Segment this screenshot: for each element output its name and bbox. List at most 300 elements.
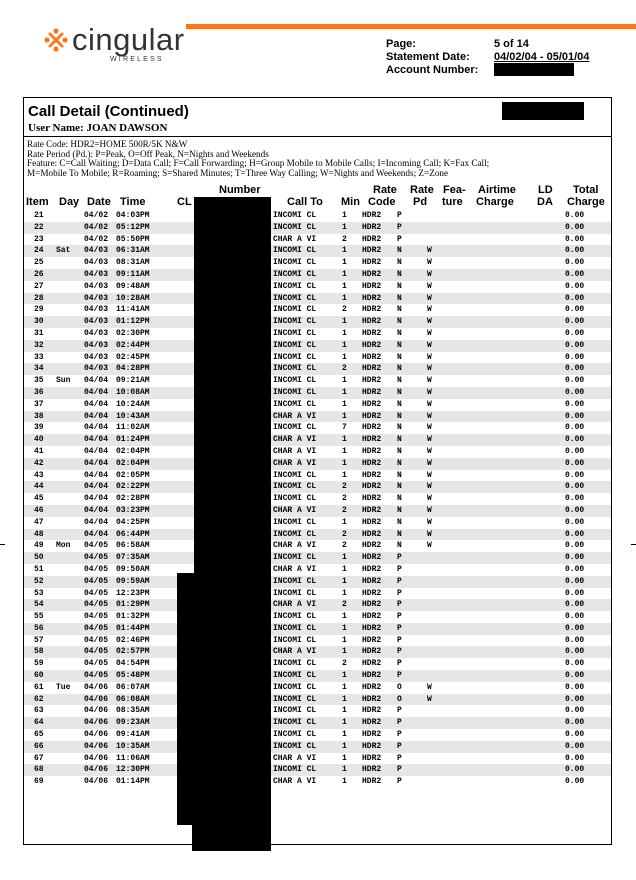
cell-date: 04/05 xyxy=(84,671,109,681)
cell-rate: HDR2 xyxy=(362,364,382,374)
cell-time: 10:43AM xyxy=(116,411,150,421)
cell-date: 04/06 xyxy=(84,694,109,704)
cell-pd: N xyxy=(397,482,402,492)
cell-rate: HDR2 xyxy=(362,411,382,421)
cell-item: 29 xyxy=(34,305,44,315)
table-row xyxy=(24,764,611,776)
cell-pd: P xyxy=(397,564,402,574)
cell-pd: P xyxy=(397,647,402,657)
cell-callto: INCOMI CL xyxy=(273,246,317,256)
cell-min: 1 xyxy=(342,576,347,586)
cell-time: 02:28PM xyxy=(116,494,150,504)
cell-feat: W xyxy=(427,376,432,386)
cell-pd: N xyxy=(397,293,402,303)
cell-callto: INCOMI CL xyxy=(273,387,317,397)
cell-rate: HDR2 xyxy=(362,494,382,504)
cell-callto: CHAR A VI xyxy=(273,446,317,456)
cell-callto: CHAR A VI xyxy=(273,411,317,421)
cell-date: 04/04 xyxy=(84,529,109,539)
table-row xyxy=(24,210,611,222)
cell-item: 31 xyxy=(34,328,44,338)
cell-item: 41 xyxy=(34,446,44,456)
cell-date: 04/03 xyxy=(84,352,109,362)
cell-pd: N xyxy=(397,529,402,539)
cell-date: 04/03 xyxy=(84,305,109,315)
cell-date: 04/03 xyxy=(84,317,109,327)
table-row xyxy=(24,705,611,717)
cell-feat: W xyxy=(427,541,432,551)
table-row xyxy=(24,257,611,269)
cell-callto: CHAR A VI xyxy=(273,564,317,574)
cell-min: 7 xyxy=(342,423,347,433)
brand-name: cingular xyxy=(72,22,185,57)
cell-time: 01:32PM xyxy=(116,612,150,622)
cell-day: Sun xyxy=(56,376,71,386)
table-row xyxy=(24,529,611,541)
cell-item: 61 xyxy=(34,682,44,692)
table-row xyxy=(24,245,611,257)
cell-callto: INCOMI CL xyxy=(273,222,317,232)
cell-total: 0.00 xyxy=(565,376,585,386)
cell-time: 02:57PM xyxy=(116,647,150,657)
cell-min: 1 xyxy=(342,387,347,397)
cell-min: 1 xyxy=(342,446,347,456)
cell-feat: W xyxy=(427,435,432,445)
cell-date: 04/05 xyxy=(84,600,109,610)
cell-feat: W xyxy=(427,529,432,539)
table-row xyxy=(24,411,611,423)
cell-pd: N xyxy=(397,411,402,421)
cell-time: 06:08AM xyxy=(116,694,150,704)
cell-date: 04/03 xyxy=(84,293,109,303)
cell-min: 1 xyxy=(342,222,347,232)
table-row xyxy=(24,340,611,352)
cell-item: 48 xyxy=(34,529,44,539)
cell-feat: W xyxy=(427,505,432,515)
cell-callto: CHAR A VI xyxy=(273,753,317,763)
cell-rate: HDR2 xyxy=(362,718,382,728)
cell-min: 1 xyxy=(342,246,347,256)
cell-time: 01:24PM xyxy=(116,435,150,445)
cell-total: 0.00 xyxy=(565,588,585,598)
table-row xyxy=(24,623,611,635)
cell-callto: INCOMI CL xyxy=(273,340,317,350)
cell-callto: INCOMI CL xyxy=(273,741,317,751)
col-feature: ture xyxy=(442,196,463,208)
cell-callto: INCOMI CL xyxy=(273,399,317,409)
table-row xyxy=(24,422,611,434)
cell-rate: HDR2 xyxy=(362,529,382,539)
cell-pd: P xyxy=(397,635,402,645)
cell-pd: P xyxy=(397,612,402,622)
cell-date: 04/04 xyxy=(84,470,109,480)
cell-time: 12:23PM xyxy=(116,588,150,598)
cell-rate: HDR2 xyxy=(362,446,382,456)
table-row xyxy=(24,611,611,623)
cell-min: 1 xyxy=(342,211,347,220)
cell-total: 0.00 xyxy=(565,482,585,492)
cell-item: 46 xyxy=(34,505,44,515)
cell-rate: HDR2 xyxy=(362,505,382,515)
cell-total: 0.00 xyxy=(565,517,585,527)
statement-date-label: Statement Date: xyxy=(386,51,470,63)
cell-item: 68 xyxy=(34,765,44,775)
cell-callto: INCOMI CL xyxy=(273,682,317,692)
cell-date: 04/04 xyxy=(84,399,109,409)
cell-callto: INCOMI CL xyxy=(273,576,317,586)
cell-pd: P xyxy=(397,234,402,244)
account-number-redaction xyxy=(494,63,574,76)
cell-callto: INCOMI CL xyxy=(273,718,317,728)
cell-time: 09:48AM xyxy=(116,281,150,291)
cell-min: 2 xyxy=(342,505,347,515)
cell-total: 0.00 xyxy=(565,600,585,610)
table-row xyxy=(24,576,611,588)
legend-line: Rate Period (Pd.): P=Peak, O=Off Peak, N=Nights and Weekends xyxy=(27,148,269,159)
cell-total: 0.00 xyxy=(565,269,585,279)
cell-min: 1 xyxy=(342,411,347,421)
cell-date: 04/05 xyxy=(84,612,109,622)
table-row xyxy=(24,741,611,753)
col-rate-pd-top: Rate xyxy=(410,184,434,196)
cell-date: 04/03 xyxy=(84,328,109,338)
cell-item: 25 xyxy=(34,258,44,268)
cell-item: 28 xyxy=(34,293,44,303)
cell-item: 26 xyxy=(34,269,44,279)
cell-item: 22 xyxy=(34,222,44,232)
cell-feat: W xyxy=(427,399,432,409)
cell-callto: INCOMI CL xyxy=(273,517,317,527)
cell-time: 11:02AM xyxy=(116,423,150,433)
cell-callto: INCOMI CL xyxy=(273,612,317,622)
cell-callto: INCOMI CL xyxy=(273,305,317,315)
cell-time: 11:06AM xyxy=(116,753,150,763)
cell-pd: N xyxy=(397,364,402,374)
cell-callto: INCOMI CL xyxy=(273,730,317,740)
cell-total: 0.00 xyxy=(565,730,585,740)
cell-date: 04/04 xyxy=(84,482,109,492)
col-min: Min xyxy=(341,196,360,208)
cell-time: 04:25PM xyxy=(116,517,150,527)
cell-feat: W xyxy=(427,458,432,468)
col-ld-top: LD xyxy=(538,184,553,196)
cell-callto: INCOMI CL xyxy=(273,258,317,268)
table-row xyxy=(24,470,611,482)
cell-item: 57 xyxy=(34,635,44,645)
cell-date: 04/04 xyxy=(84,376,109,386)
cell-min: 1 xyxy=(342,612,347,622)
table-row xyxy=(24,304,611,316)
cell-min: 1 xyxy=(342,765,347,775)
table-row xyxy=(24,234,611,246)
cell-pd: O xyxy=(397,694,402,704)
cell-pd: N xyxy=(397,317,402,327)
cell-pd: N xyxy=(397,446,402,456)
cell-date: 04/02 xyxy=(84,222,109,232)
cell-date: 04/03 xyxy=(84,364,109,374)
cell-pd: N xyxy=(397,435,402,445)
table-row xyxy=(24,328,611,340)
cell-total: 0.00 xyxy=(565,541,585,551)
cell-min: 1 xyxy=(342,399,347,409)
cell-rate: HDR2 xyxy=(362,340,382,350)
cell-item: 49 xyxy=(34,541,44,551)
cell-date: 04/04 xyxy=(84,423,109,433)
cell-callto: INCOMI CL xyxy=(273,671,317,681)
margin-tick xyxy=(0,544,5,545)
cell-date: 04/03 xyxy=(84,246,109,256)
cell-day: Mon xyxy=(56,541,71,551)
cell-feat: W xyxy=(427,364,432,374)
cell-rate: HDR2 xyxy=(362,623,382,633)
cell-callto: INCOMI CL xyxy=(273,623,317,633)
cell-item: 30 xyxy=(34,317,44,327)
col-rate-pd: Pd xyxy=(413,196,428,208)
cell-time: 02:04PM xyxy=(116,458,150,468)
col-feature-top: Fea- xyxy=(443,184,466,196)
cell-total: 0.00 xyxy=(565,470,585,480)
cell-callto: CHAR A VI xyxy=(273,505,317,515)
cell-item: 62 xyxy=(34,694,44,704)
cell-total: 0.00 xyxy=(565,635,585,645)
cell-feat: W xyxy=(427,317,432,327)
cell-min: 1 xyxy=(342,269,347,279)
table-row xyxy=(24,670,611,682)
cell-time: 11:41AM xyxy=(116,305,150,315)
cell-min: 1 xyxy=(342,553,347,563)
cell-callto: INCOMI CL xyxy=(273,470,317,480)
cell-date: 04/04 xyxy=(84,517,109,527)
cell-total: 0.00 xyxy=(565,612,585,622)
cell-total: 0.00 xyxy=(565,246,585,256)
cell-total: 0.00 xyxy=(565,505,585,515)
col-total: Charge xyxy=(567,196,605,208)
account-number-label: Account Number: xyxy=(386,64,479,76)
cell-pd: P xyxy=(397,718,402,728)
cell-pd: P xyxy=(397,671,402,681)
cell-item: 51 xyxy=(34,564,44,574)
cell-min: 1 xyxy=(342,635,347,645)
cell-rate: HDR2 xyxy=(362,730,382,740)
cell-feat: W xyxy=(427,682,432,692)
cell-total: 0.00 xyxy=(565,293,585,303)
cell-min: 2 xyxy=(342,529,347,539)
cell-item: 27 xyxy=(34,281,44,291)
cell-min: 1 xyxy=(342,517,347,527)
cell-min: 1 xyxy=(342,458,347,468)
cell-min: 1 xyxy=(342,376,347,386)
col-airtime-top: Airtime xyxy=(478,184,516,196)
cell-rate: HDR2 xyxy=(362,635,382,645)
cell-pd: N xyxy=(397,246,402,256)
number-column-redaction xyxy=(194,197,271,573)
cell-time: 06:58AM xyxy=(116,541,150,551)
section-title: Call Detail (Continued) xyxy=(28,103,189,120)
cell-pd: P xyxy=(397,659,402,669)
table-row xyxy=(24,387,611,399)
cell-rate: HDR2 xyxy=(362,281,382,291)
cell-time: 10:24AM xyxy=(116,399,150,409)
cell-time: 01:12PM xyxy=(116,317,150,327)
cell-callto: INCOMI CL xyxy=(273,293,317,303)
cell-callto: INCOMI CL xyxy=(273,211,317,220)
table-row xyxy=(24,564,611,576)
cell-callto: INCOMI CL xyxy=(273,376,317,386)
cell-feat: W xyxy=(427,470,432,480)
cell-time: 06:07AM xyxy=(116,682,150,692)
col-rate-code-top: Rate xyxy=(373,184,397,196)
cell-pd: P xyxy=(397,741,402,751)
cell-feat: W xyxy=(427,340,432,350)
cell-rate: HDR2 xyxy=(362,376,382,386)
cell-feat: W xyxy=(427,352,432,362)
cell-total: 0.00 xyxy=(565,576,585,586)
cell-time: 02:05PM xyxy=(116,470,150,480)
cell-time: 05:12PM xyxy=(116,222,150,232)
table-row xyxy=(24,717,611,729)
cell-date: 04/05 xyxy=(84,564,109,574)
cell-item: 36 xyxy=(34,387,44,397)
cell-pd: P xyxy=(397,222,402,232)
cell-time: 01:29PM xyxy=(116,600,150,610)
cell-min: 2 xyxy=(342,482,347,492)
cell-rate: HDR2 xyxy=(362,258,382,268)
cell-date: 04/04 xyxy=(84,435,109,445)
cell-total: 0.00 xyxy=(565,258,585,268)
cell-callto: INCOMI CL xyxy=(273,317,317,327)
cell-date: 04/04 xyxy=(84,387,109,397)
cell-pd: P xyxy=(397,588,402,598)
cell-item: 24 xyxy=(34,246,44,256)
cell-callto: CHAR A VI xyxy=(273,541,317,551)
cingular-x-icon xyxy=(44,28,68,52)
col-date: Date xyxy=(87,196,111,208)
cell-rate: HDR2 xyxy=(362,753,382,763)
cell-rate: HDR2 xyxy=(362,328,382,338)
cell-rate: HDR2 xyxy=(362,234,382,244)
cell-item: 42 xyxy=(34,458,44,468)
cell-pd: N xyxy=(397,328,402,338)
cell-rate: HDR2 xyxy=(362,435,382,445)
cell-callto: CHAR A VI xyxy=(273,777,317,787)
cell-callto: INCOMI CL xyxy=(273,635,317,645)
cell-item: 58 xyxy=(34,647,44,657)
cell-date: 04/05 xyxy=(84,576,109,586)
cell-date: 04/05 xyxy=(84,623,109,633)
cell-min: 1 xyxy=(342,694,347,704)
header-redaction xyxy=(502,102,584,120)
cell-rate: HDR2 xyxy=(362,317,382,327)
cell-rate: HDR2 xyxy=(362,222,382,232)
user-name: User Name: JOAN DAWSON xyxy=(28,122,168,134)
cell-pd: O xyxy=(397,682,402,692)
cell-total: 0.00 xyxy=(565,435,585,445)
cell-total: 0.00 xyxy=(565,234,585,244)
cell-total: 0.00 xyxy=(565,529,585,539)
cell-callto: CHAR A VI xyxy=(273,647,317,657)
cell-time: 09:23AM xyxy=(116,718,150,728)
cell-feat: W xyxy=(427,694,432,704)
legend xyxy=(27,140,489,178)
cell-item: 66 xyxy=(34,741,44,751)
col-number: Number xyxy=(219,184,261,196)
cell-total: 0.00 xyxy=(565,706,585,716)
cell-rate: HDR2 xyxy=(362,671,382,681)
cell-pd: N xyxy=(397,258,402,268)
cell-total: 0.00 xyxy=(565,411,585,421)
cell-item: 59 xyxy=(34,659,44,669)
table-row xyxy=(24,458,611,470)
cell-rate: HDR2 xyxy=(362,600,382,610)
table-row xyxy=(24,682,611,694)
cell-min: 1 xyxy=(342,293,347,303)
cell-callto: CHAR A VI xyxy=(273,600,317,610)
cell-total: 0.00 xyxy=(565,328,585,338)
cell-pd: N xyxy=(397,458,402,468)
cell-date: 04/06 xyxy=(84,741,109,751)
cell-rate: HDR2 xyxy=(362,293,382,303)
cell-pd: N xyxy=(397,399,402,409)
cell-total: 0.00 xyxy=(565,211,585,220)
cell-item: 33 xyxy=(34,352,44,362)
cell-rate: HDR2 xyxy=(362,246,382,256)
cell-date: 04/06 xyxy=(84,753,109,763)
cell-min: 1 xyxy=(342,718,347,728)
cell-date: 04/02 xyxy=(84,211,109,220)
cell-pd: P xyxy=(397,777,402,787)
cell-total: 0.00 xyxy=(565,281,585,291)
cell-date: 04/05 xyxy=(84,659,109,669)
cell-date: 04/04 xyxy=(84,458,109,468)
cell-min: 1 xyxy=(342,470,347,480)
col-rate-code: Code xyxy=(368,196,396,208)
cell-item: 21 xyxy=(34,211,44,220)
cell-total: 0.00 xyxy=(565,564,585,574)
cell-min: 1 xyxy=(342,741,347,751)
cell-pd: P xyxy=(397,211,402,220)
cell-date: 04/05 xyxy=(84,588,109,598)
cell-min: 2 xyxy=(342,600,347,610)
cell-time: 10:35AM xyxy=(116,741,150,751)
cell-time: 07:35AM xyxy=(116,553,150,563)
cell-pd: N xyxy=(397,340,402,350)
cell-min: 2 xyxy=(342,364,347,374)
cell-pd: P xyxy=(397,706,402,716)
cell-pd: N xyxy=(397,376,402,386)
cell-min: 1 xyxy=(342,352,347,362)
cell-feat: W xyxy=(427,269,432,279)
table-row xyxy=(24,599,611,611)
cell-item: 45 xyxy=(34,494,44,504)
cell-min: 1 xyxy=(342,588,347,598)
cell-item: 55 xyxy=(34,612,44,622)
table-row xyxy=(24,776,611,788)
cell-feat: W xyxy=(427,246,432,256)
cell-time: 12:30PM xyxy=(116,765,150,775)
cell-min: 2 xyxy=(342,541,347,551)
cell-rate: HDR2 xyxy=(362,423,382,433)
cell-feat: W xyxy=(427,446,432,456)
table-row xyxy=(24,269,611,281)
cell-callto: INCOMI CL xyxy=(273,269,317,279)
col-airtime: Charge xyxy=(476,196,514,208)
cell-callto: INCOMI CL xyxy=(273,423,317,433)
cell-min: 1 xyxy=(342,706,347,716)
divider xyxy=(24,136,611,137)
cell-time: 10:08AM xyxy=(116,387,150,397)
cell-total: 0.00 xyxy=(565,718,585,728)
cell-date: 04/06 xyxy=(84,765,109,775)
